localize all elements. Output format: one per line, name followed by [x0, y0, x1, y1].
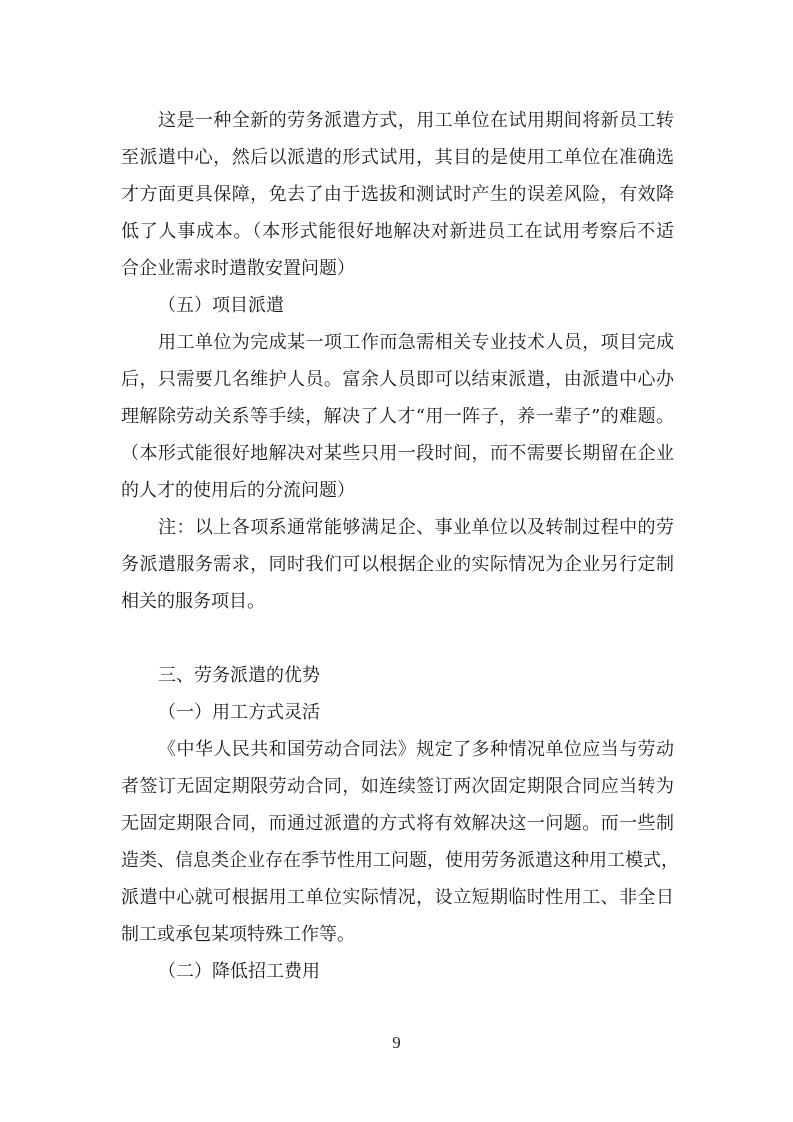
paragraph-labor-law [121, 731, 679, 953]
text-line: 低了人事成本。（本形式能很好地解决对新进员工在试用考察后不适 [121, 221, 674, 242]
text-line: 注：以上各项系通常能够满足企、事业单位以及转制过程中的劳 [158, 517, 674, 538]
subsection-heading-flexible: （一）用工方式灵活 [158, 702, 320, 723]
text-line: 制工或承包某项特殊工作等。 [121, 924, 355, 945]
page-number: 9 [392, 1033, 401, 1052]
text-line: 无固定期限合同，而通过派遣的方式将有效解决这一问题。而一些制 [121, 813, 674, 834]
text-line: 的人才的使用后的分流问题） [121, 480, 355, 501]
text-line: 相关的服务项目。 [121, 591, 265, 612]
text-line: 用工单位为完成某一项工作而急需相关专业技术人员，项目完成 [158, 332, 674, 353]
text-line: 理解除劳动关系等手续，解决了人才“用一阵子，养一辈子”的难题。 [121, 406, 674, 427]
text-line: 这是一种全新的劳务派遣方式，用工单位在试用期间将新员工转 [158, 110, 674, 131]
document-page [121, 102, 679, 990]
text-line: 合企业需求时遣散安置问题） [121, 258, 355, 279]
blank-line [121, 620, 674, 657]
section-heading-project-dispatch: （五）项目派遣 [158, 295, 284, 316]
text-line: 派遣中心就可根据用工单位实际情况，设立短期临时性用工、非全日 [121, 887, 674, 908]
section-heading-advantages: 三、劳务派遣的优势 [158, 665, 320, 686]
text-line: 才方面更具保障，免去了由于选拔和测试时产生的误差风险，有效降 [121, 184, 674, 205]
subsection-heading-lower-cost: （二）降低招工费用 [158, 961, 320, 982]
text-line: 务派遣服务需求，同时我们可以根据企业的实际情况为企业另行定制 [121, 554, 674, 575]
text-line: 至派遣中心，然后以派遣的形式试用，其目的是使用工单位在准确选 [121, 147, 674, 168]
text-line: （本形式能很好地解决对某些只用一段时间，而不需要长期留在企业 [121, 443, 674, 464]
paragraph-trial-dispatch [121, 102, 674, 287]
paragraph-project-dispatch [121, 324, 674, 509]
text-line: 后，只需要几名维护人员。富余人员即可以结束派遣，由派遣中心办 [121, 369, 674, 390]
text-line: 者签订无固定期限劳动合同，如连续签订两次固定期限合同应当转为 [121, 776, 674, 797]
text-line: 《中华人民共和国劳动合同法》规定了多种情况单位应当与劳动 [158, 739, 674, 760]
text-line: 造类、信息类企业存在季节性用工问题，使用劳务派遣这种用工模式， [121, 850, 679, 871]
paragraph-note [121, 509, 674, 620]
